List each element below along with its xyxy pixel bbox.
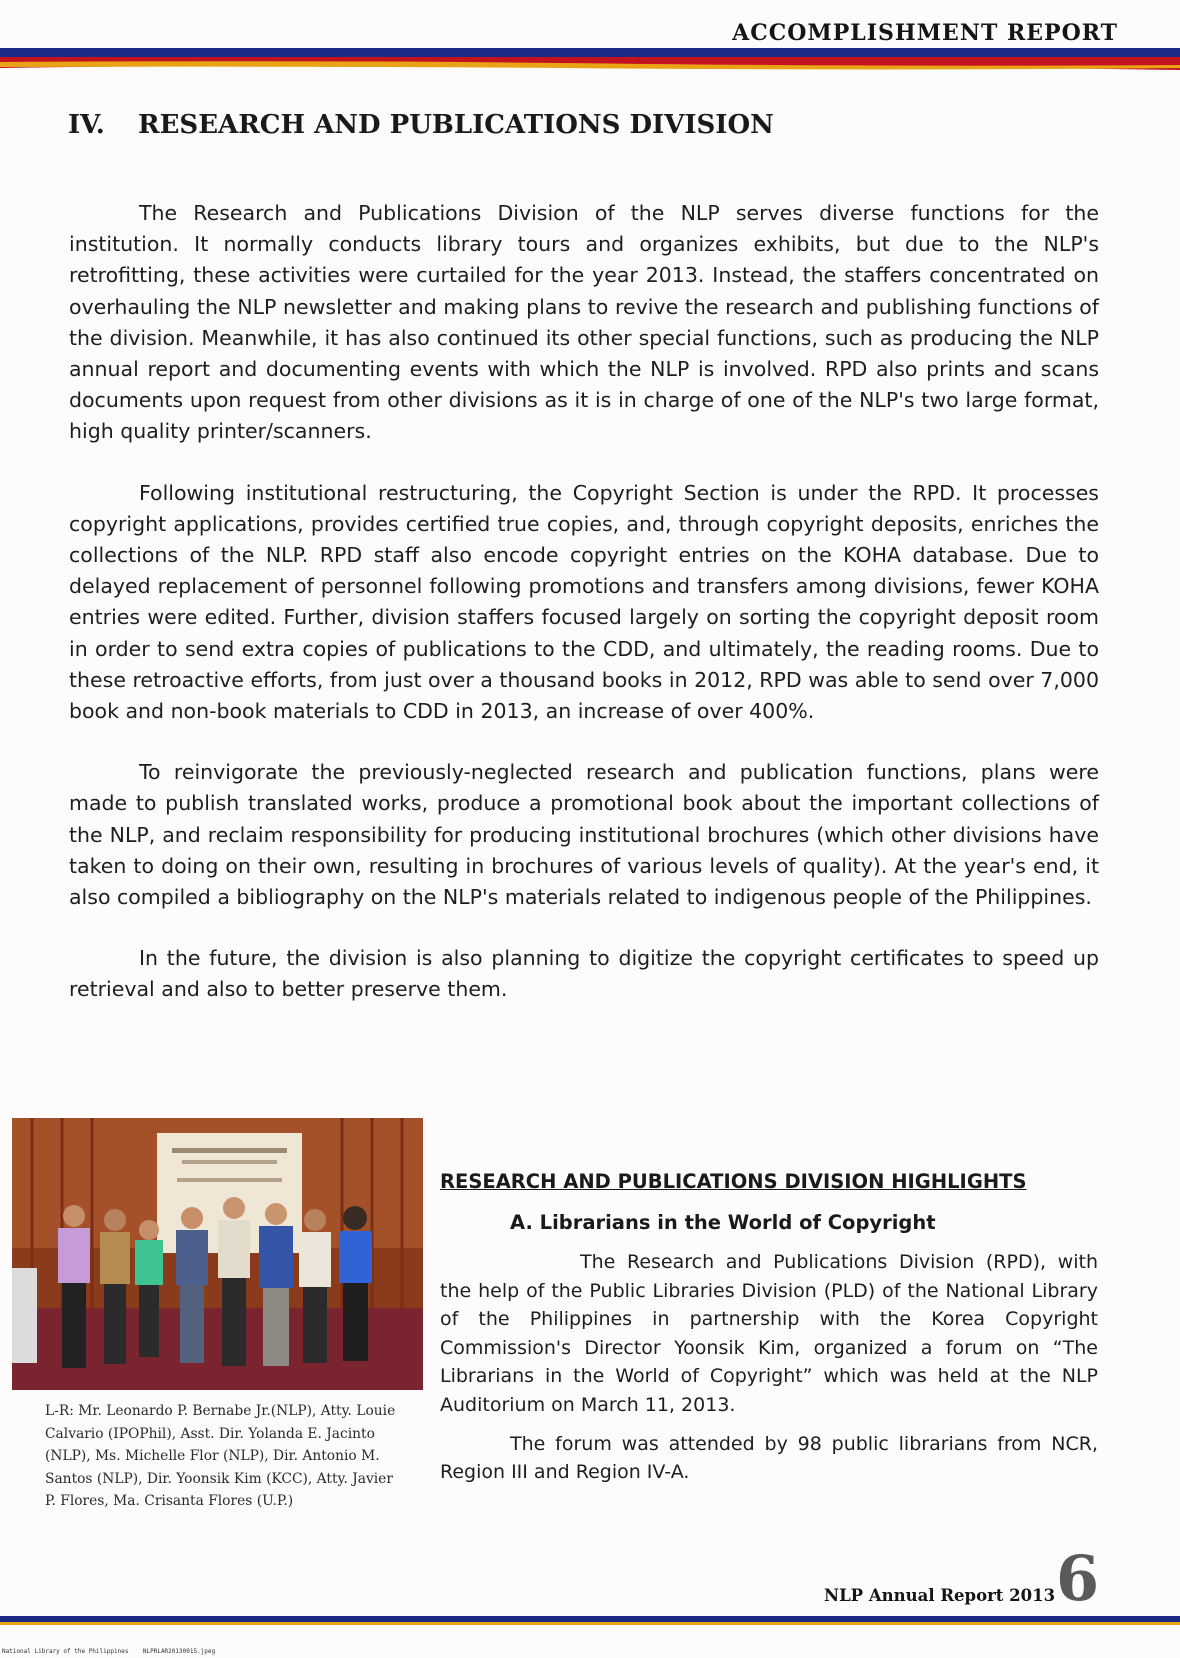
section-number: IV. (68, 110, 105, 140)
scan-metadata: National Library of the Philippines NLPRLAR20130015.jpeg (2, 1648, 216, 1655)
paragraph-plans: To reinvigorate the previously-neglected research and publication functions, plans were made to publish translated works, produce a promotional book about the important collections of the NLP, and reclaim responsibility for producing institutional brochures (which other divisions have taken to doing on their own, resulting in brochures of various levels of quality). At the year's end, it also compiled a bibliography on the NLP's materials related to indigenous people of the Philippines. (69, 760, 1099, 910)
section-heading (68, 110, 774, 140)
body-text (69, 198, 1099, 1036)
highlights-paragraph-forum: The Research and Publications Division (RPD), with the help of the Public Libraries Division (PLD) of the National Library of the Philippines in partnership with the Korea Copyright Commission's Director Yoonsik Kim, organized a forum on “The Librarians in the World of Copyright” which was held at the NLP Auditorium on March 11, 2013. (440, 1251, 1098, 1416)
header-title: ACCOMPLISHMENT REPORT (732, 20, 1118, 46)
footer-decorative-bands (0, 1616, 1180, 1630)
highlights-paragraph-attendance: The forum was attended by 98 public librarians from NCR, Region III and Region IV-A. (440, 1432, 1098, 1484)
group-photo (12, 1118, 423, 1390)
photo-caption: L-R: Mr. Leonardo P. Bernabe Jr.(NLP), Atty. Louie Calvario (IPOPhil), Asst. Dir. Yolanda E. Jacinto (NLP), Ms. Michelle Flor (NLP), Dir. Antonio M. Santos (NLP), Dir. Yoonsik Kim (KCC), Atty. Javier P. Flores, Ma. Crisanta Flores (U.P.) (45, 1403, 396, 1509)
paragraph-copyright: Following institutional restructuring, the Copyright Section is under the RPD. It processes copyright applications, provides certified true copies, and, through copyright deposits, enriches the collections of the NLP. RPD staff also encode copyright entries on the KOHA database. Due to delayed replacement of personnel following promotions and transfers among divisions, fewer KOHA entries were edited. Further, division staffers focused largely on sorting the copyright deposit room in order to send extra copies of publications to the CDD, and ultimately, the reading rooms. Due to these retroactive efforts, from just over a thousand books in 2012, RPD was able to send over 7,000 book and non-book materials to CDD in 2013, an increase of over 400%. (69, 480, 1099, 724)
footer-band-navy (0, 1616, 1180, 1622)
highlights-subheading: A. Librarians in the World of Copyright (510, 1211, 936, 1234)
paragraph-overview: The Research and Publications Division of the NLP serves diverse functions for the institution. It normally conducts library tours and organizes exhibits, but due to the NLP's retrofitting, these activities were curtailed for the year 2013. Instead, the staffers concentrated on overhauling the NLP newsletter and making plans to revive the research and publishing functions of the division. Meanwhile, it has also continued its other special functions, such as producing the NLP annual report and documenting events with which the NLP is involved. RPD also prints and scans documents upon request from other divisions as it is in charge of one of the NLP's two large format, high quality printer/scanners. (69, 201, 1099, 444)
page-number: 6 (1056, 1542, 1100, 1615)
section-title: RESEARCH AND PUBLICATIONS DIVISION (138, 110, 774, 140)
highlights-section (440, 1170, 1098, 1497)
paragraph-future: In the future, the division is also planning to digitize the copyright certificates to speed up retrieval and also to better preserve them. (69, 946, 1099, 1002)
highlights-heading: RESEARCH AND PUBLICATIONS DIVISION HIGHLIGHTS (440, 1170, 1027, 1193)
header-band-navy (0, 48, 1180, 57)
footer-band-gold (0, 1622, 1180, 1625)
footer-report-label: NLP Annual Report 2013 (824, 1586, 1056, 1605)
header-decorative-bands (0, 40, 1180, 80)
